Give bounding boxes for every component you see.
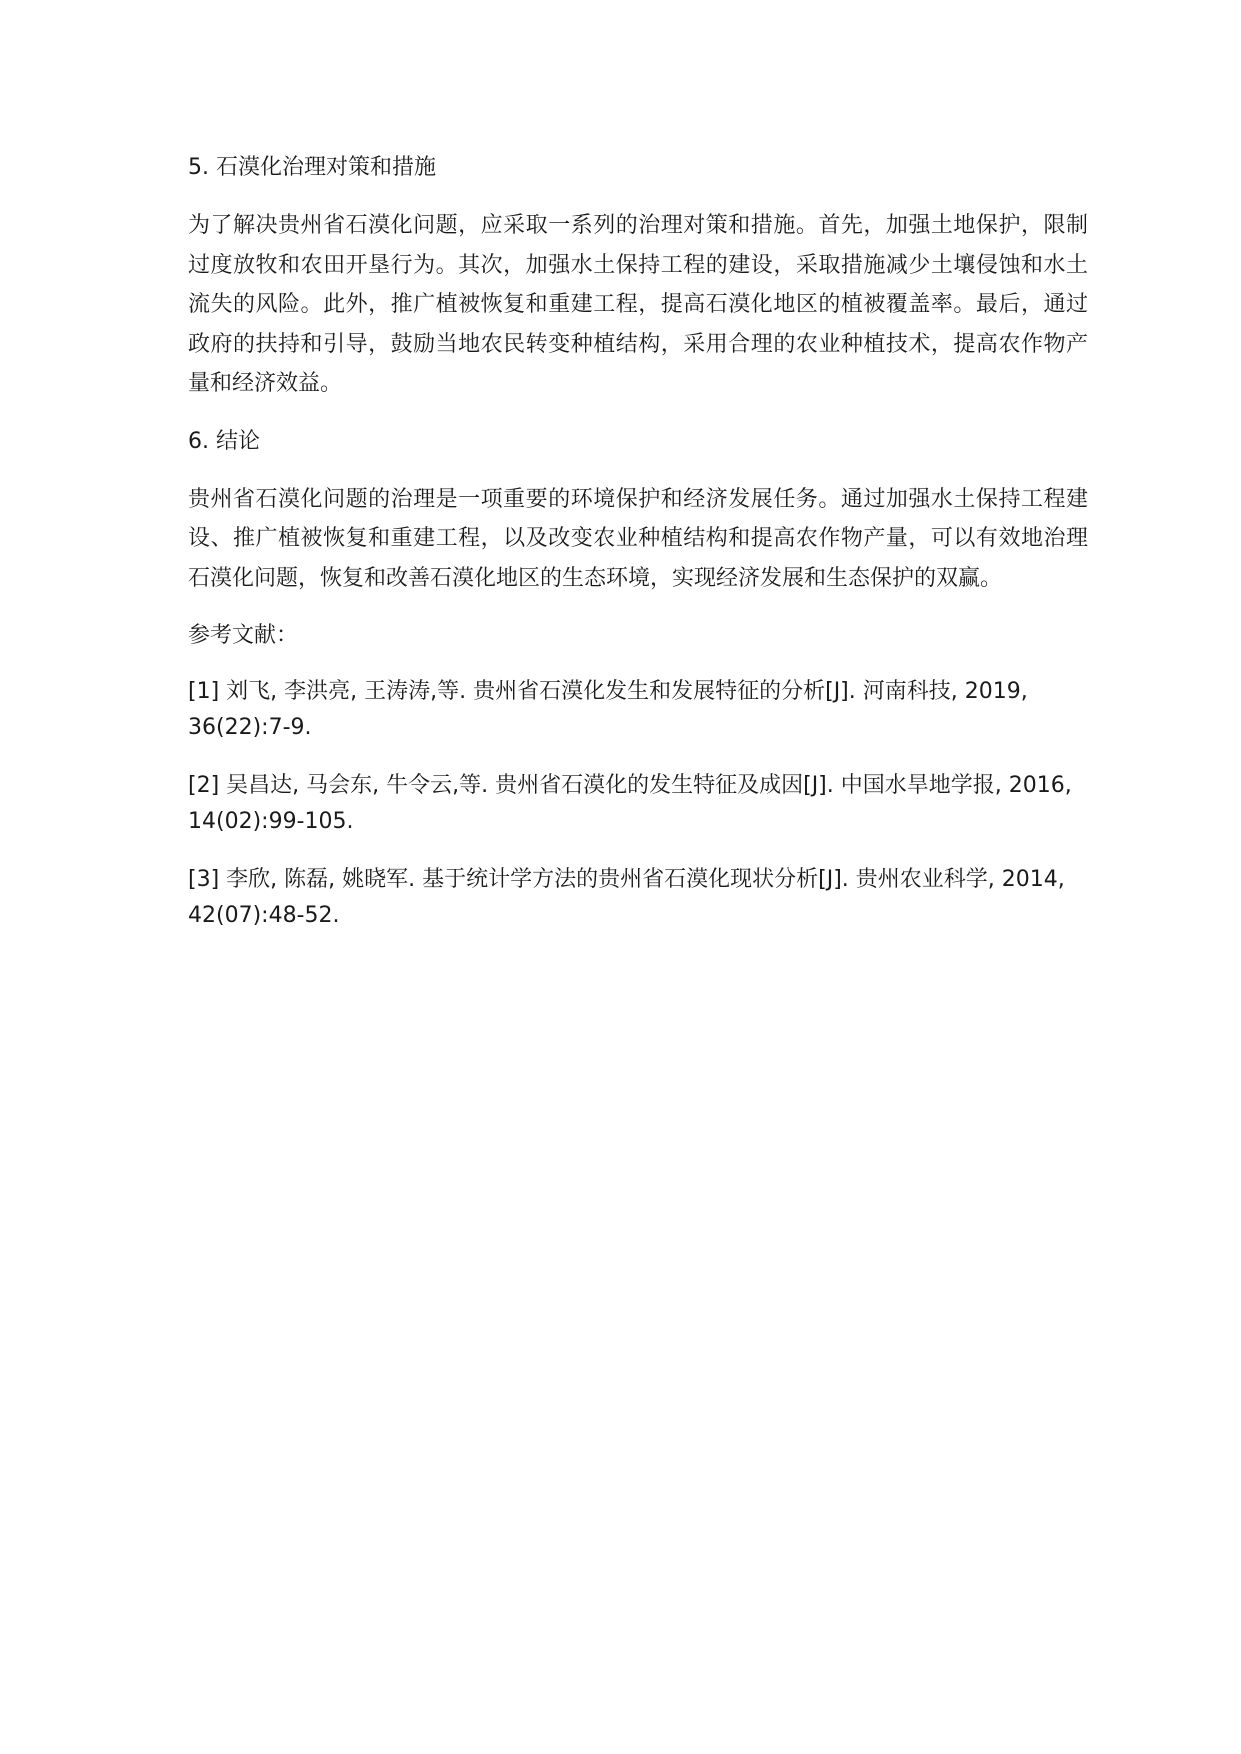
reference-item-1: [1] 刘飞, 李洪亮, 王涛涛,等. 贵州省石漠化发生和发展特征的分析[J]. 河南科技, 2019, 36(22):7-9. [188,679,1028,740]
section-paragraph-conclusion: 贵州省石漠化问题的治理是一项重要的环境保护和经济发展任务。通过加强水土保持工程建设、推广植被恢复和重建工程，以及改变农业种植结构和提高农作物产量，可以有效地治理石漠化问题，恢复和改善石漠化地区的生态环境，实现经济发展和生态保护的双赢。 [188,486,1088,591]
section-heading-countermeasures: 5. 石漠化治理对策和措施 [188,155,436,180]
section-heading-conclusion: 6. 结论 [188,428,260,454]
reference-item-3: [3] 李欣, 陈磊, 姚晓军. 基于统计学方法的贵州省石漠化现状分析[J]. 贵州农业科学, 2014, 42(07):48-52. [188,867,1065,928]
section-paragraph-countermeasures: 为了解决贵州省石漠化问题，应采取一系列的治理对策和措施。首先，加强土地保护，限制过度放牧和农田开垦行为。其次，加强水土保持工程的建设，采取措施减少土壤侵蚀和水土流失的风险。此外，推广植被恢复和重建工程，提高石漠化地区的植被覆盖率。最后，通过政府的扶持和引导，鼓励当地农民转变种植结构，采用合理的农业种植技术，提高农作物产量和经济效益。 [188,213,1088,396]
reference-item-2: [2] 吴昌达, 马会东, 牛令云,等. 贵州省石漠化的发生特征及成因[J]. 中国水旱地学报, 2016, 14(02):99-105. [188,773,1072,834]
references-title: 参考文献： [188,623,299,648]
document-page [188,152,1088,956]
